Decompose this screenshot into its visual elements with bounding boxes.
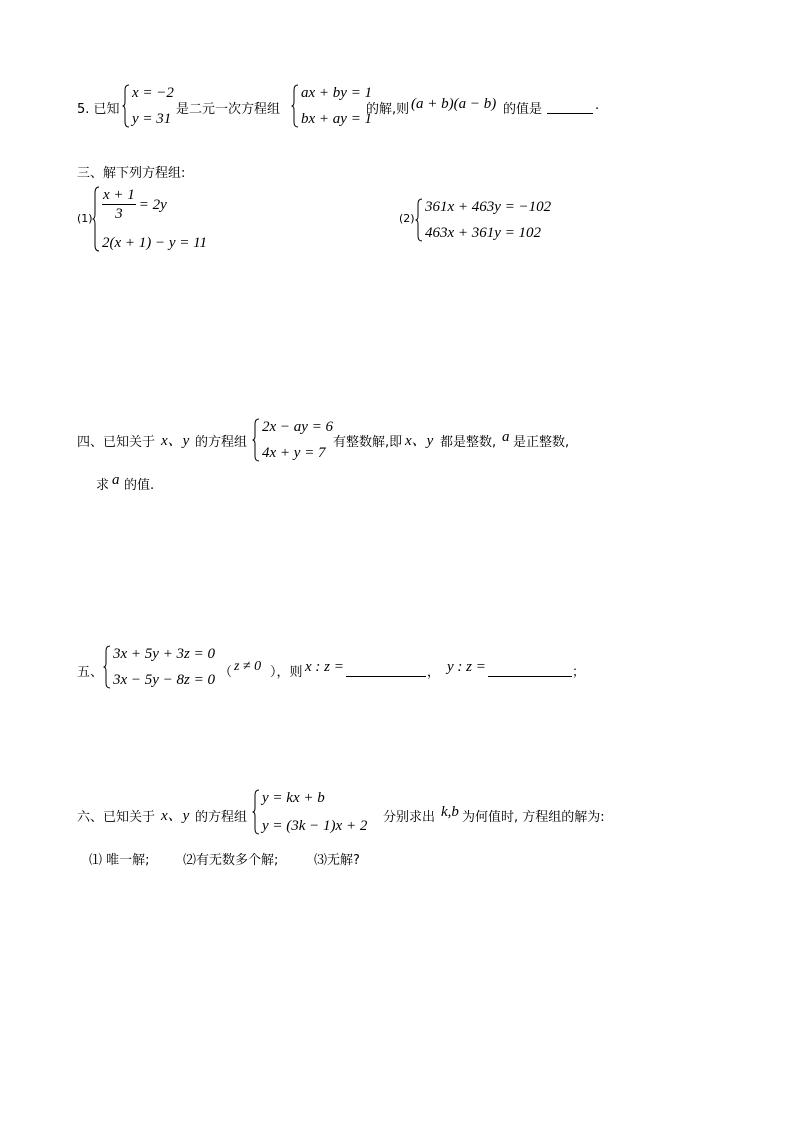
q5b-comma: ，	[427, 665, 441, 680]
brace-icon	[415, 198, 423, 242]
q3-frac-denominator: 3	[115, 206, 123, 222]
q5b-cond-close: ），则	[270, 665, 303, 680]
q5-expression: (a + b)(a − b)	[411, 96, 497, 112]
brace-icon	[252, 789, 260, 835]
q6-part1: ⑴ 唯一解;	[89, 853, 150, 868]
q5b-cond-open: （	[219, 665, 233, 680]
q5b-blank-xz[interactable]	[346, 675, 426, 677]
q4-vars: x、y	[161, 433, 190, 449]
q4-sys-line1: 2x − ay = 6	[262, 419, 334, 435]
q4-line2-suffix: 的值.	[124, 478, 155, 493]
q4-system	[252, 418, 333, 462]
q5-tail-text: 的解,则	[366, 102, 410, 117]
q5-end-text: 的值是	[503, 102, 543, 117]
q3-part2-line2: 463x + 361y = 102	[425, 225, 542, 241]
q3-frac-numerator: x + 1	[103, 187, 135, 203]
q6-tail1: 分别求出	[383, 810, 436, 825]
brace-icon	[252, 418, 260, 462]
q4-vars2: x、y	[405, 433, 434, 449]
q4-tail1: 有整数解,即	[333, 435, 403, 450]
q5b-sys-line2: 3x − 5y − 8z = 0	[113, 672, 216, 688]
q6-system	[252, 789, 367, 835]
q4-tail2: 都是整数,	[440, 435, 497, 450]
brace-icon	[92, 186, 100, 252]
q5b-semicolon: ；	[572, 665, 586, 680]
q6-vars: x、y	[161, 808, 190, 824]
q5-system-equations	[291, 84, 372, 128]
q4-var-a: a	[502, 429, 510, 445]
q6-tail2: 为何值时, 方程组的解为:	[462, 810, 605, 825]
q4-line2-prefix: 求	[96, 478, 110, 493]
q5-system-solution	[122, 84, 174, 128]
q4-tail3: 是正整数,	[513, 435, 570, 450]
section-3-title: 三、解下列方程组:	[77, 166, 186, 181]
q5-sys1-line2: y = 31	[132, 111, 172, 127]
q4-sys-line2: 4x + y = 7	[262, 445, 326, 461]
brace-icon	[122, 84, 130, 128]
q6-prefix: 六、已知关于	[77, 810, 156, 825]
q3-part2-system	[415, 198, 551, 242]
q5-sys2-line2: bx + ay = 1	[301, 111, 373, 127]
q5-mid-text: 是二元一次方程组	[176, 102, 281, 117]
brace-icon	[291, 84, 299, 128]
q6-vars2: k,b	[441, 804, 459, 820]
q5b-prefix: 五、	[77, 665, 104, 680]
q6-sys-line2: y = (3k − 1)x + 2	[262, 818, 368, 834]
q5-sys1-line1: x = −2	[132, 85, 174, 101]
q3-part2-line1: 361x + 463y = −102	[425, 199, 552, 215]
q4-prefix: 四、已知关于	[77, 435, 156, 450]
q5-answer-blank[interactable]	[547, 112, 593, 114]
brace-icon	[103, 645, 111, 689]
q4-line2-var: a	[112, 472, 120, 488]
q3-part1-line2: 2(x + 1) − y = 11	[102, 235, 208, 251]
q5-sys2-line1: ax + by = 1	[301, 85, 373, 101]
q3-part1-system	[92, 186, 207, 252]
q5b-condition: z ≠ 0	[234, 659, 262, 674]
q4-mid: 的方程组	[195, 435, 248, 450]
q6-part2: ⑵有无数多个解;	[183, 853, 279, 868]
q5-prefix: 5. 已知	[77, 102, 120, 117]
q3-part1-label: (1)	[77, 212, 93, 225]
q5b-ratio-xz: x : z =	[305, 659, 344, 675]
q6-mid: 的方程组	[195, 810, 248, 825]
q6-part3: ⑶无解?	[314, 853, 360, 868]
q3-part1-line1-rest: = 2y	[138, 196, 167, 213]
q5b-system	[103, 645, 215, 689]
q3-part2-label: (2)	[399, 212, 415, 225]
q5-period: .	[595, 98, 600, 113]
q6-sys-line1: y = kx + b	[262, 790, 325, 806]
q5b-ratio-yz: y : z =	[447, 659, 486, 675]
question-5	[0, 0, 793, 140]
q5b-blank-yz[interactable]	[488, 675, 572, 677]
q5b-sys-line1: 3x + 5y + 3z = 0	[113, 646, 216, 662]
